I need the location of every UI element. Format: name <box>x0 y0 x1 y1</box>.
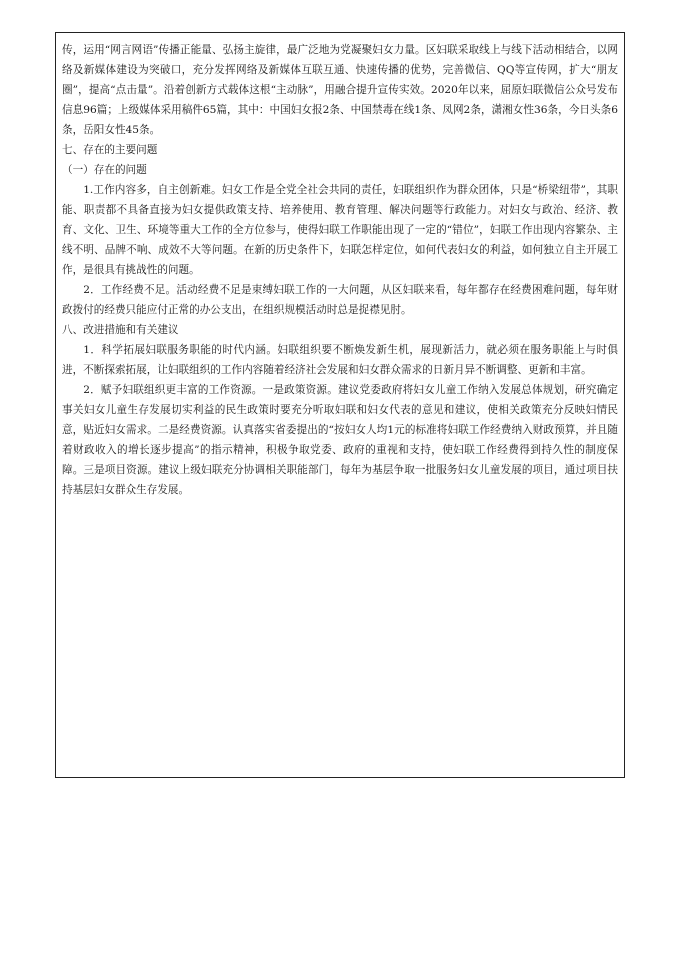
paragraph-problem-2: 2．工作经费不足。活动经费不足是束缚妇联工作的一大问题，从区妇联来看，每年都存在经费困难问题，每年财政拨付的经费只能应付正常的办公支出，在组织规模活动时总是捉襟见肘。 <box>62 284 618 316</box>
paragraph-suggestion-2: 2．赋予妇联组织更丰富的工作资源。一是政策资源。建议党委政府将妇女儿童工作纳入发展总体规划，研究确定事关妇女儿童生存发展切实利益的民生政策时要充分听取妇联和妇女代表的意见和建议，使相关政策充分反映妇情民意，贴近妇女需求。二是经费资源。认真落实省委提出的“按妇女人均1元的标准将妇联工作经费纳入财政预算，并且随着财政收入的增长逐步提高”的指示精神，积极争取党委、政府的重视和支持，使妇联工作经费得到持久性的制度保障。三是项目资源。建议上级妇联充分协调相关职能部门，每年为基层争取一批服务妇女儿童发展的项目，通过项目扶持基层妇女群众生存发展。 <box>62 384 618 496</box>
paragraph-suggestion-1: 1．科学拓展妇联服务职能的时代内涵。妇联组织要不断焕发新生机，展现新活力，就必须在服务职能上与时俱进，不断探索拓展，让妇联组织的工作内容随着经济社会发展和妇女群众需求的日新月异不断调整、更新和丰富。 <box>62 344 618 376</box>
section-heading-suggestions: 八、改进措施和有关建议 <box>62 324 179 336</box>
subsection-heading-existing-problems: （一）存在的问题 <box>62 164 147 176</box>
section-heading-problems: 七、存在的主要问题 <box>62 144 158 156</box>
paragraph-problem-1: 1.工作内容多，自主创新难。妇女工作是全党全社会共同的责任，妇联组织作为群众团体，只是“桥梁纽带”，其职能、职责都不具备直接为妇女提供政策支持、培养使用、教育管理、解决问题等行政能力。对妇女与政治、经济、教育、文化、卫生、环境等重大工作的全方位参与，使得妇联工作职能出现了一定的“错位”，妇联工作出现内容繁杂、主线不明、品牌不响、成效不大等问题。在新的历史条件下，妇联怎样定位，如何代表妇女的利益，如何独立自主开展工作，是很具有挑战性的问题。 <box>62 184 618 276</box>
paragraph-publicity-continued: 传，运用“网言网语”传播正能量、弘扬主旋律，最广泛地为党凝聚妇女力量。区妇联采取线上与线下活动相结合，以网络及新媒体建设为突破口，充分发挥网络及新媒体互联互通、快速传播的优势，完善微信、QQ等宣传网，扩大“朋友圈”，提高“点击量”。沿着创新方式载体这根“主动脉”，用融合提升宣传实效。2020年以来，屈原妇联微信公众号发布信息96篇；上级媒体采用稿件65篇，其中：中国妇女报2条、中国禁毒在线1条、凤网2条，潇湘女性36条，今日头条6条，岳阳女性45条。 <box>62 44 618 136</box>
document-body <box>62 40 618 500</box>
